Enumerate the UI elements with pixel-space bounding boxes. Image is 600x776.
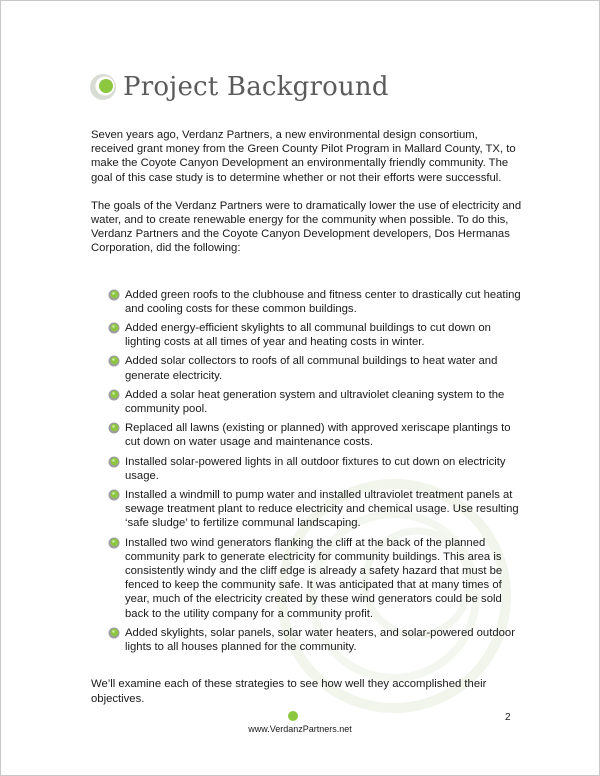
page-title: Project Background [123, 72, 389, 102]
list-item-text: Installed solar-powered lights in all outdoor fixtures to cut down on electricity usage. [125, 455, 506, 482]
green-bullet-icon [108, 322, 120, 334]
list-item [91, 354, 523, 382]
list-item [91, 421, 523, 449]
green-circle-logo-icon [89, 73, 117, 101]
list-item-text: Added a solar heat generation system and ultraviolet cleaning system to the community pool. [125, 388, 505, 416]
list-item-text: Installed a windmill to pump water and installed ultraviolet treatment panels at sewage treatment plant to reduce electricity and chemical usage. Use resulting ‘safe sludge’ to fertilize communal landscaping. [125, 489, 519, 530]
footer-dot-icon [288, 711, 298, 721]
list-item [91, 388, 523, 416]
list-item-text: Installed two wind generators flanking the cliff at the back of the planned community park to generate electricity for community buildings. This area is consistently windy and the cliff edge is already a safety hazard that must be fenced to keep the community safe. It was anticipated that at many times of year, much of the electricity created by these wind generators could be sold back to the utility company for a community profit. [125, 536, 503, 620]
list-item-text: Added skylights, solar panels, solar water heaters, and solar-powered outdoor lights to all houses planned for the community. [125, 626, 515, 654]
list-item [91, 626, 523, 654]
green-bullet-icon [108, 389, 120, 401]
footer-url: www.VerdanzPartners.net [248, 724, 352, 734]
list-item-text: Replaced all lawns (existing or planned) with approved xeriscape plantings to cut down on water usage and maintenance costs. [125, 422, 511, 449]
list-item [91, 488, 523, 531]
closing-paragraph: We’ll examine each of these strategies to see how well they accomplished their objectives. [91, 678, 487, 705]
document-body [91, 128, 523, 706]
goals-paragraph: The goals of the Verdanz Partners were to dramatically lower the use of electricity and water, and to create renewable energy for the community when possible. To do this, Verdanz Partners and the Coyote Canyon Development developers, Dos Hermanas Corporation, did the following: [91, 199, 522, 255]
green-bullet-icon [108, 456, 120, 468]
list-item [91, 288, 523, 316]
list-item [91, 536, 523, 621]
list-item-text: Added solar collectors to roofs of all communal buildings to heat water and generate electricity. [125, 355, 498, 382]
green-bullet-icon [108, 489, 120, 501]
green-bullet-icon [108, 289, 120, 301]
list-item [91, 321, 523, 349]
list-item-text: Added energy-efficient skylights to all communal buildings to cut down on lighting costs at all times of year and heating costs in winter. [125, 322, 491, 349]
section-header [89, 71, 389, 103]
list-item-text: Added green roofs to the clubhouse and fitness center to drastically cut heating and cooling costs for these common buildings. [125, 288, 521, 315]
list-item [91, 455, 523, 483]
intro-paragraph: Seven years ago, Verdanz Partners, a new environmental design consortium, received grant money from the Green County Pilot Program in Mallard County, TX, to make the Coyote Canyon Development an environmentally friendly community. The goal of this case study is to determine whether or not their efforts were successful. [91, 129, 516, 184]
green-bullet-icon [108, 422, 120, 434]
green-bullet-icon [108, 537, 120, 549]
strategy-list [91, 288, 523, 655]
green-bullet-icon [108, 355, 120, 367]
green-bullet-icon [108, 627, 120, 639]
page-number: 2 [505, 712, 511, 723]
